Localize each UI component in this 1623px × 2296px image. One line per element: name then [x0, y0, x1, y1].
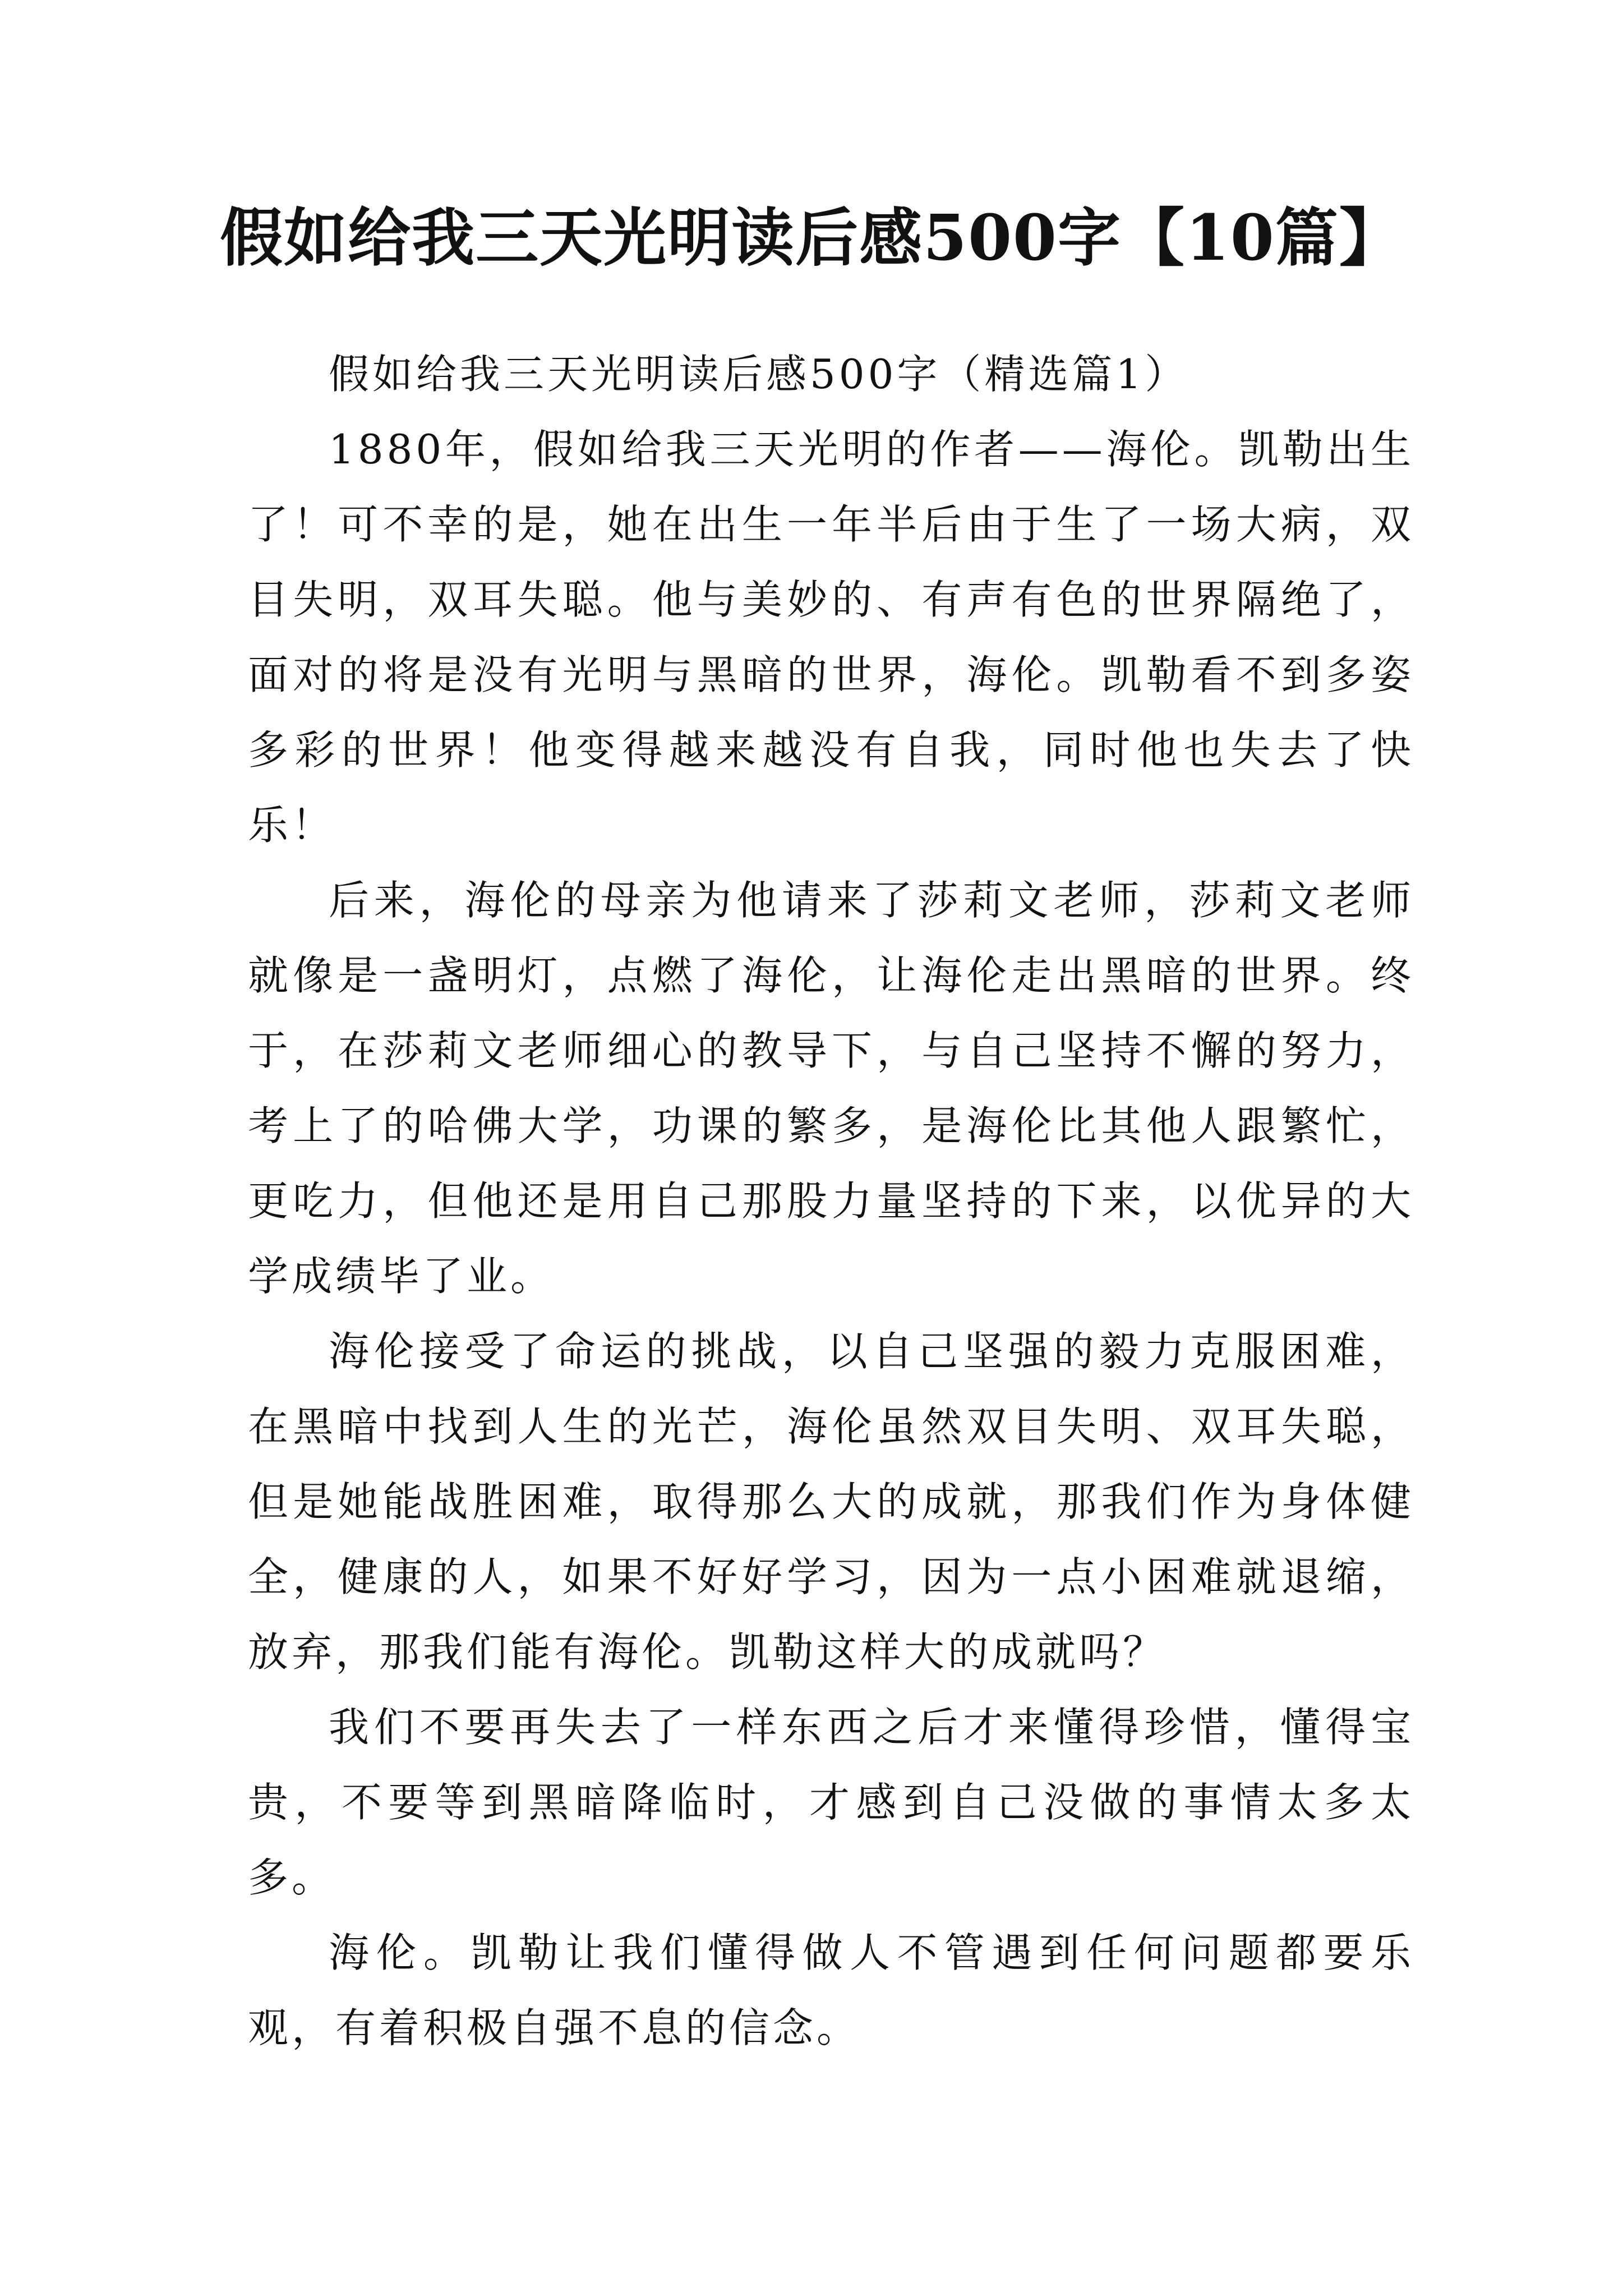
section-heading: 假如给我三天光明读后感500字（精选篇1）: [329, 351, 1189, 398]
paragraph: 1880年，假如给我三天光明的作者——海伦。凯勒出生了！可不幸的是，她在出生一年半后由于生了一场大病，双目失明，双耳失聪。他与美妙的、有声有色的世界隔绝了，面对的将是没有光明与黑暗的世界，海伦。凯勒看不到多姿多彩的世界！他变得越来越没有自我，同时他也失去了快乐！: [248, 426, 1414, 849]
document-body: [248, 337, 1414, 2065]
paragraph: 海伦。凯勒让我们懂得做人不管遇到任何问题都要乐观，有着积极自强不息的信念。: [248, 1929, 1414, 2051]
paragraph: 我们不要再失去了一样东西之后才来懂得珍惜，懂得宝贵，不要等到黑暗降临时，才感到自己没做的事情太多太多。: [248, 1704, 1414, 1901]
paragraph: 后来，海伦的母亲为他请来了莎莉文老师，莎莉文老师就像是一盏明灯，点燃了海伦，让海伦走出黑暗的世界。终于，在莎莉文老师细心的教导下，与自己坚持不懈的努力，考上了的哈佛大学，功课的繁多，是海伦比其他人跟繁忙，更吃力，但他还是用自己那股力量坚持的下来，以优异的大学成绩毕了业。: [248, 877, 1414, 1300]
document-title: 假如给我三天光明读后感500字【10篇】: [220, 201, 1403, 275]
paragraph: 海伦接受了命运的挑战，以自己坚强的毅力克服困难，在黑暗中找到人生的光芒，海伦虽然双目失明、双耳失聪，但是她能战胜困难，取得那么大的成就，那我们作为身体健全，健康的人，如果不好好学习，因为一点小困难就退缩，放弃，那我们能有海伦。凯勒这样大的成就吗？: [248, 1328, 1414, 1676]
